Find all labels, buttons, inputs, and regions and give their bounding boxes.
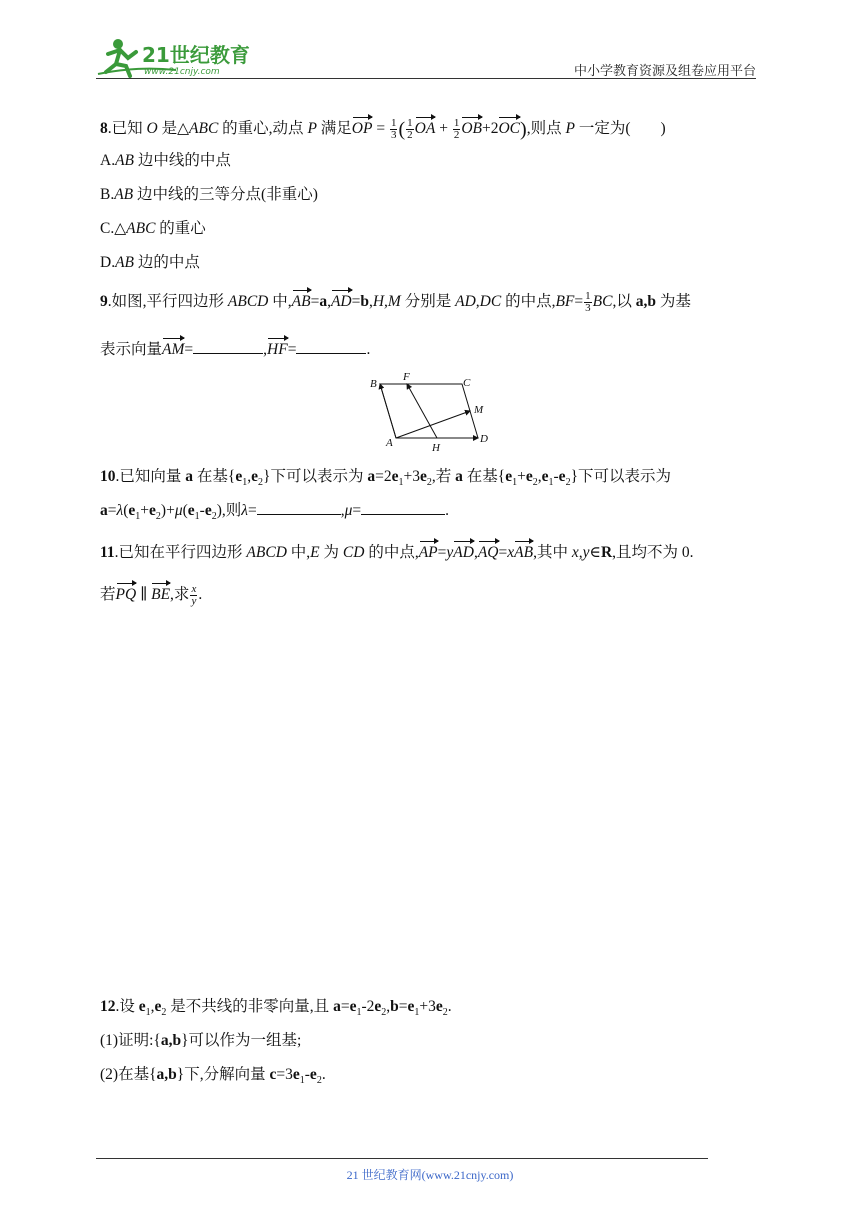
math-var: O [146,120,158,137]
text: + [435,120,452,137]
text: 的重心,动点 [218,120,308,137]
vector: AD [453,540,474,564]
text: 满足 [316,120,352,137]
text: +2 [481,120,499,137]
label-a: A [386,437,393,449]
question-number: 12 [100,998,116,1015]
answer-blank-mu[interactable] [361,500,445,515]
question-number: 11 [100,544,115,561]
answer-blank-am[interactable] [193,339,263,354]
question-number: 8 [100,120,108,137]
question-9: 9.如图,平行四边形 ABCD 中,AB=a,AD=b,H,M 分别是 AD,DC 的中点,BF= $\frac{1}{3}$ BC,以 a,b 为基 [100,289,691,314]
option-d[interactable]: D.AB 边的中点 [100,254,200,271]
text: ,则点 [526,120,566,137]
footer-link[interactable]: 21 世纪教育网(www.21cnjy.com) [346,1168,514,1182]
math-var: ABC [189,120,219,137]
option-b[interactable]: B.AB 边中线的三等分点(非重心) [100,186,318,203]
footer-divider [96,1158,708,1159]
answer-blank-hf[interactable] [296,339,366,354]
vector: OP [352,116,373,140]
vector: OB [461,116,482,140]
vector: PQ [116,582,137,606]
math-var: P [565,120,575,137]
fraction: $\frac{1}{3}$ [390,116,397,141]
logo-runner-icon [96,36,266,78]
vector: OA [415,116,436,140]
fraction: $\frac{1}{2}$ [453,116,460,141]
vector: AP [419,540,438,564]
fraction: $\frac{1}{3}$ [585,289,591,314]
logo-url: www.21cnjy.com [144,67,220,77]
question-10-line2: $a=\lambda(e_1+e_2)+\mu(e_1-e_2)$,则λ= ,μ= . [100,502,450,523]
vector: AM [162,337,184,361]
vector: OC [498,116,520,140]
option-c[interactable]: C.△ABC 的重心 [100,220,206,237]
vector: AB [514,540,533,564]
vector: HF [267,337,288,361]
site-logo[interactable] [96,36,266,78]
question-number: 9 [100,293,108,310]
text: = [372,120,389,137]
label-b: B [370,378,377,390]
parallelogram-figure [360,368,500,458]
text: ) [660,120,666,137]
vector: AD [331,289,352,313]
fraction: $\frac{1}{2}$ [407,116,413,141]
label-m: M [474,404,484,416]
math-var: P [307,120,317,137]
label-d: D [480,433,488,445]
text: .已知 [107,120,147,137]
paren: ) [520,118,527,141]
question-12-part-1: (1)证明:{a,b}可以作为一组基; [100,1032,302,1049]
vector: AB [292,289,311,313]
text: 一定为( [574,120,631,137]
question-8 [100,116,666,141]
question-11: 11.已知在平行四边形 ABCD 中,E 为 CD 的中点,AP=yAD,AQ=xAB,其中 x,y∈R,且均不为 0. [100,540,694,564]
header-tagline: 中小学教育资源及组卷应用平台 [573,63,756,78]
label-c: C [463,377,471,389]
fraction: $\frac{x}{y}$ [191,582,197,607]
question-9-line2: 表示向量AM= ,HF= . [100,337,370,361]
question-12: 12.设 $e_1,e_2$ 是不共线的非零向量,且 $a=e_1-2e_2,b=e_1+3e_2$. [100,998,452,1019]
option-a[interactable]: A.AB 边中线的中点 [100,152,231,169]
question-number: 10 [100,468,116,485]
vector: AQ [478,540,499,564]
question-12-part-2: (2)在基{a,b}下,分解向量 $c=3e_1-e_2$. [100,1066,326,1087]
question-10: 10.已知向量 a 在基$\{e_1,e_2\}$下可以表示为 $a=2e_1+3e_2$,若 a 在基$\{e_1+e_2,e_1-e_2\}$下可以表示为 [100,468,672,489]
label-f: F [403,371,410,383]
logo-text: 21世纪教育 [142,43,250,67]
label-h: H [432,442,440,454]
text: 是△ [157,120,190,137]
vector: BE [151,582,170,606]
paren: ( [398,118,406,141]
answer-blank-lambda[interactable] [257,500,341,515]
header-divider [96,78,756,79]
question-11-line2: 若PQ ∥ BE,求 $\frac{x}{y}$ . [100,582,203,607]
